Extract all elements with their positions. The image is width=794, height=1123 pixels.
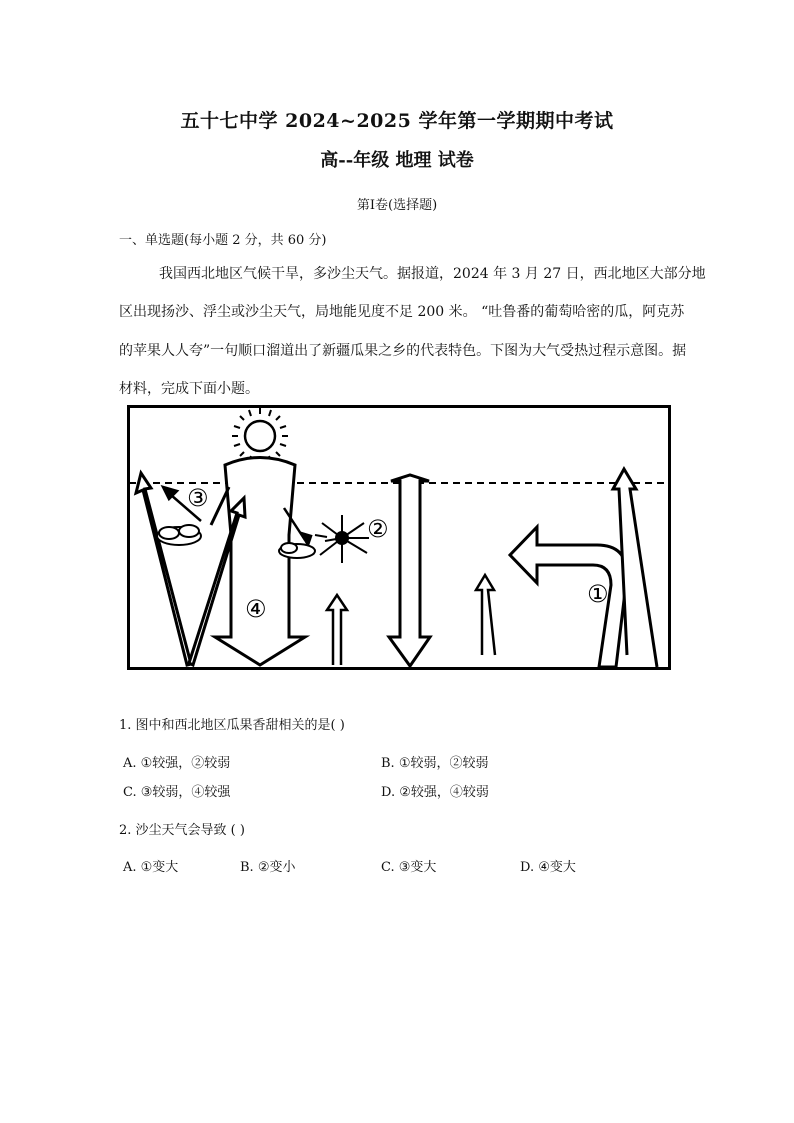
atmosphere-heating-diagram	[127, 405, 672, 670]
passage-line-4: 材料，完成下面小题。	[119, 381, 259, 397]
ground-long-wave-arrow	[389, 475, 430, 666]
small-up-arrow-right	[476, 575, 495, 655]
sun-icon	[232, 408, 288, 464]
small-up-arrow-left	[327, 595, 347, 665]
q2-option-a: A. ①变大	[123, 860, 179, 875]
q2-option-c: C. ③变大	[381, 860, 437, 875]
label-3: ③	[187, 484, 209, 512]
section-heading: 一、单选题(每小题 2 分，共 60 分)	[119, 233, 327, 248]
q2-option-d: D. ④变大	[520, 860, 576, 875]
q1-option-b: B. ①较弱，②较弱	[381, 756, 489, 771]
passage-line-1: 我国西北地区气候干旱，多沙尘天气。据报道，2024 年 3 月 27 日，西北地区大部分地	[159, 266, 706, 282]
passage-line-3: 的苹果人人夸”一句顺口溜道出了新疆瓜果之乡的代表特色。下图为大气受热过程示意图。据	[119, 343, 687, 359]
label-4: ④	[245, 595, 267, 623]
exam-title: 五十七中学 2024~2025 学年第一学期期中考试	[180, 110, 614, 132]
passage-line-2: 区出现扬沙、浮尘或沙尘天气，局地能见度不足 200 米。 “吐鲁番的葡萄哈密的瓜，阿克苏	[119, 304, 685, 320]
exam-subtitle: 高--年级 地理 试卷	[320, 150, 474, 171]
scatter-icon	[315, 515, 369, 563]
label-1: ①	[587, 580, 609, 608]
question-2-stem: 2. 沙尘天气会导致 ( )	[119, 823, 245, 838]
question-1-stem: 1. 图中和西北地区瓜果香甜相关的是( )	[119, 718, 345, 733]
q1-option-d: D. ②较强，④较弱	[381, 785, 489, 800]
volume-label: 第Ⅰ卷(选择题)	[356, 198, 438, 213]
q2-option-b: B. ②变小	[240, 860, 296, 875]
label-2: ②	[367, 515, 389, 543]
q1-option-a: A. ①较强，②较弱	[123, 756, 231, 771]
q1-option-c: C. ③较弱，④较强	[123, 785, 231, 800]
atmospheric-counter-radiation-arrow	[510, 527, 627, 667]
